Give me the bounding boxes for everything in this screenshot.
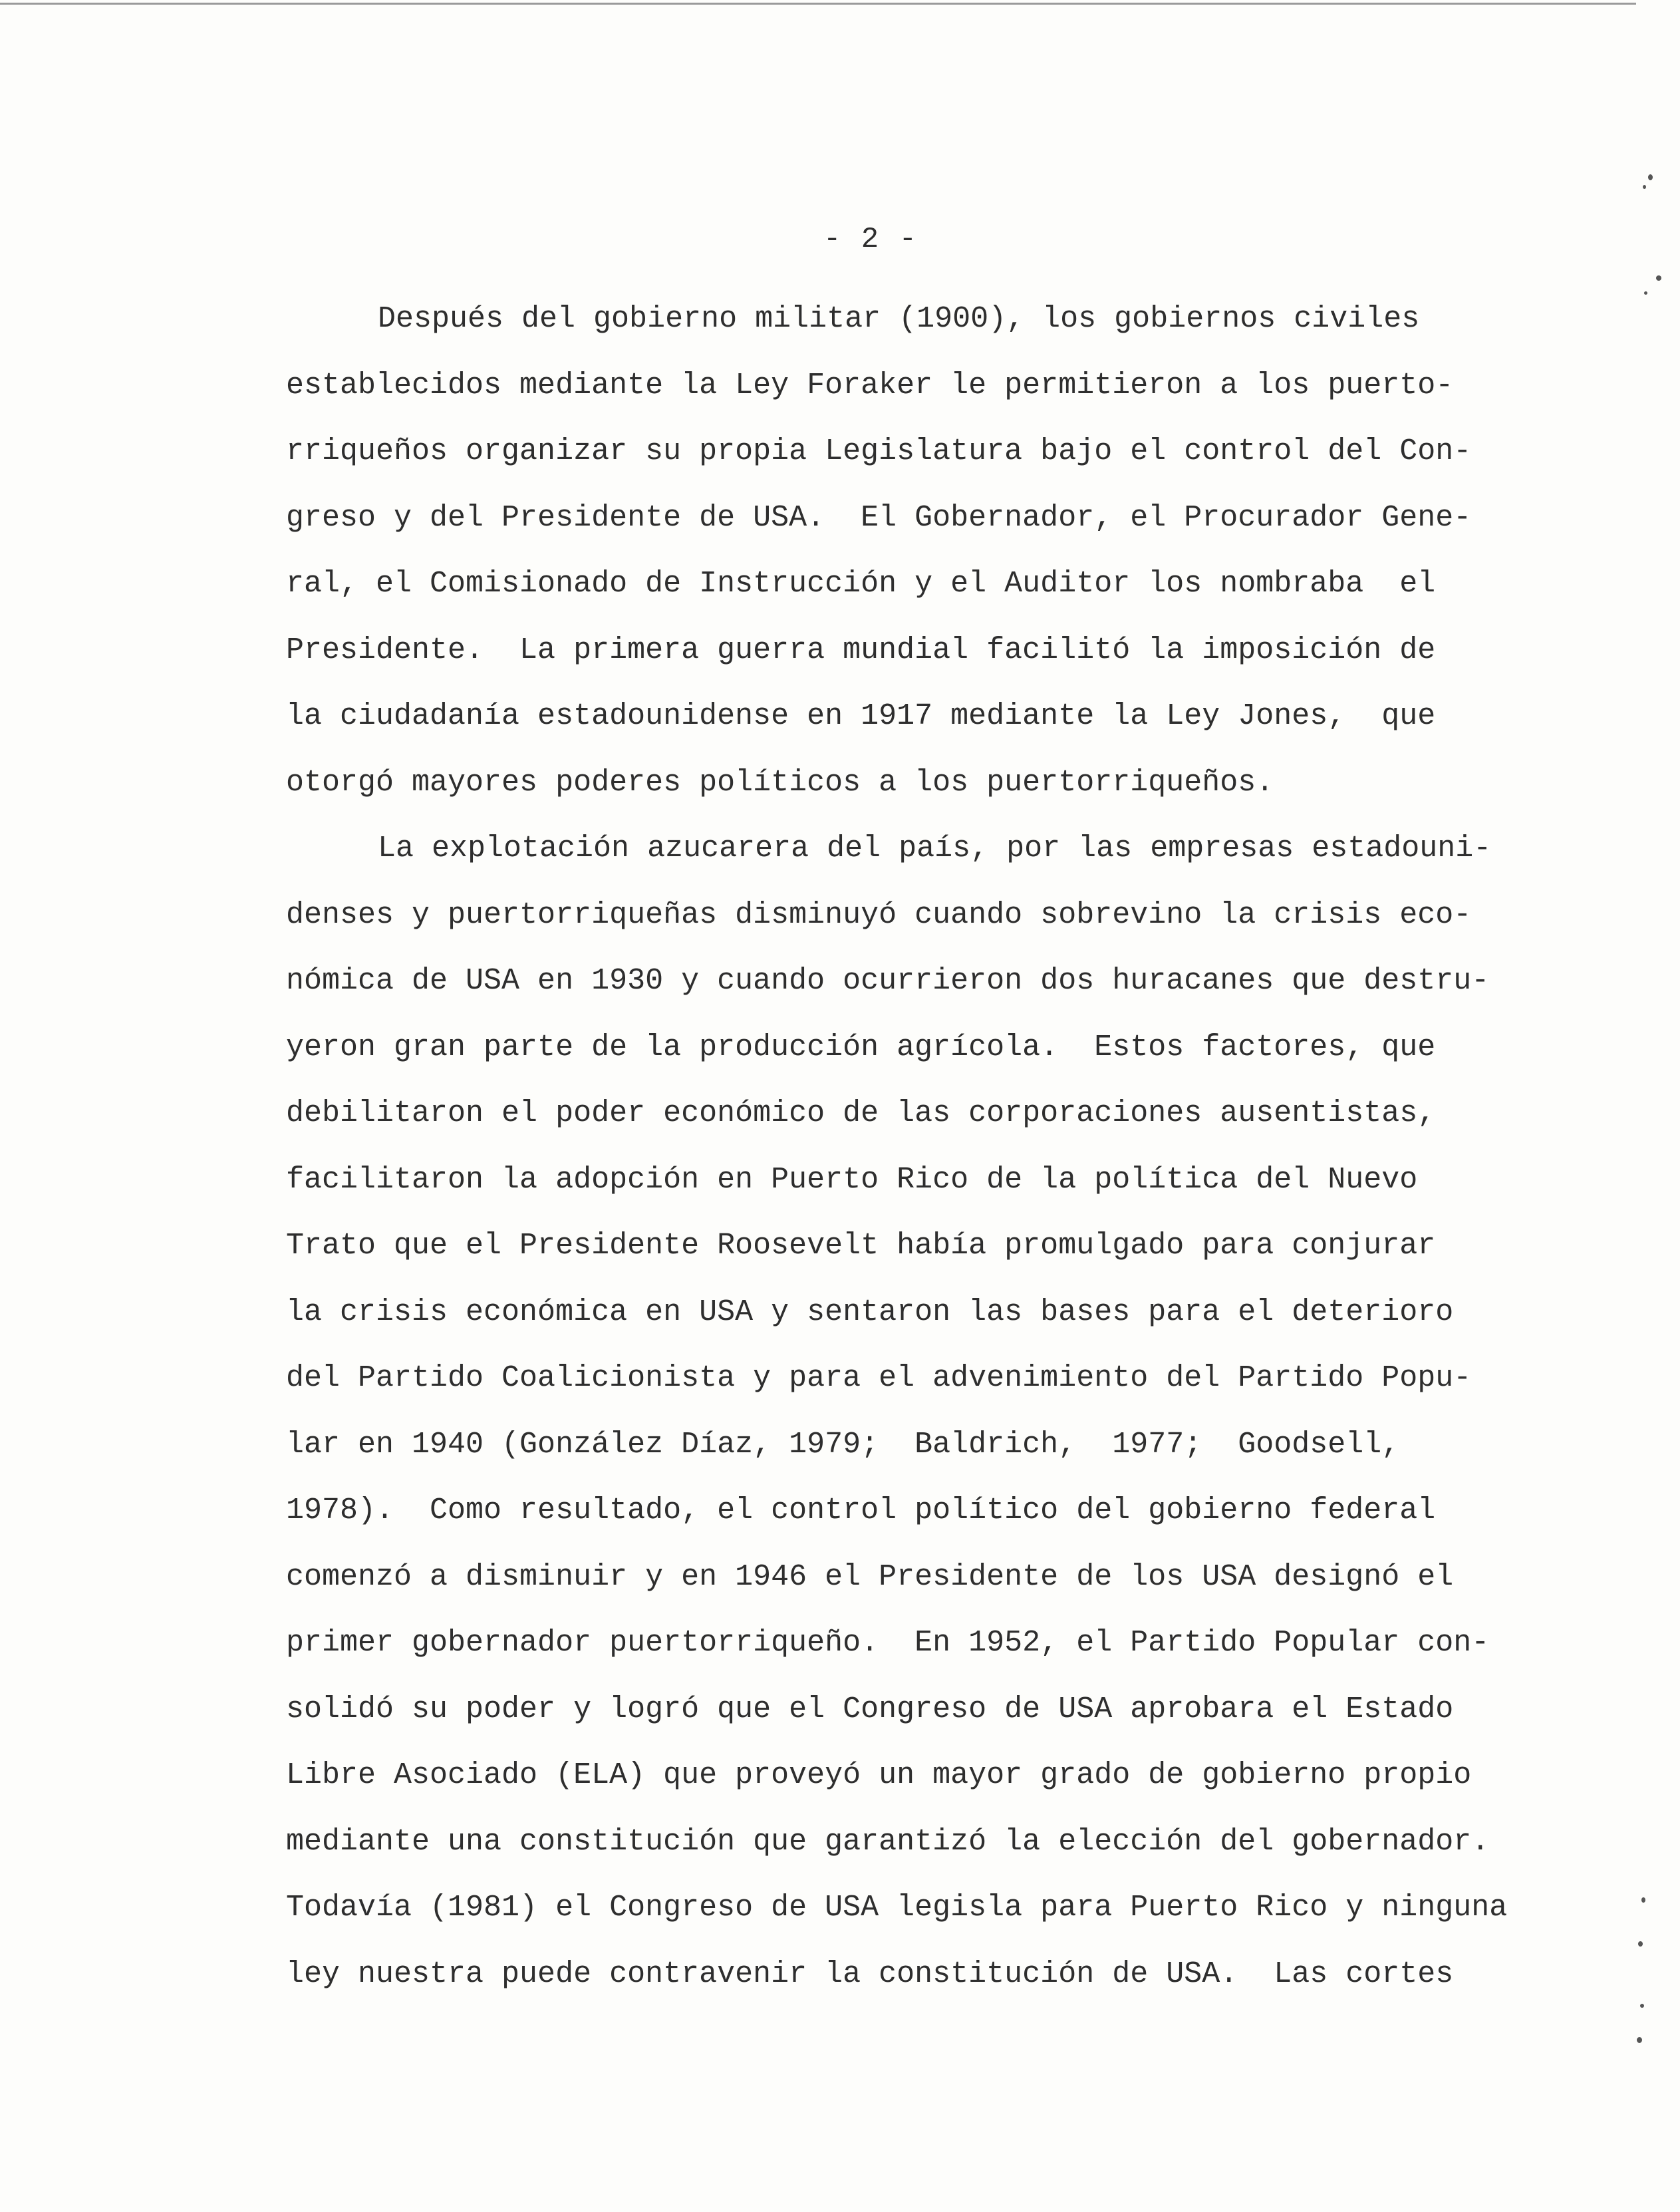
text-line: Libre Asociado (ELA) que proveyó un mayor grado de gobierno propio xyxy=(286,1758,1472,1792)
text-line: mediante una constitución que garantizó la elección del gobernador. xyxy=(286,1824,1490,1859)
text-line: Trato que el Presidente Roosevelt había promulgado para conjurar xyxy=(286,1229,1436,1263)
text-line: lar en 1940 (González Díaz, 1979; Baldrich, 1977; Goodsell, xyxy=(286,1427,1400,1462)
text-line: Todavía (1981) el Congreso de USA legisla para Puerto Rico y ninguna xyxy=(286,1891,1508,1925)
text-line: primer gobernador puertorriqueño. En 1952, el Partido Popular con- xyxy=(286,1626,1490,1660)
scan-speck xyxy=(1656,275,1661,281)
text-line: denses y puertorriqueñas disminuyó cuando sobrevino la crisis eco- xyxy=(286,897,1472,932)
scan-speck xyxy=(1640,2004,1644,2008)
text-line-paragraph-1-start: Después del gobierno militar (1900), los gobiernos civiles xyxy=(378,302,1420,336)
text-line: otorgó mayores poderes políticos a los puertorriqueños. xyxy=(286,765,1274,800)
text-line: ral, el Comisionado de Instrucción y el Auditor los nombraba el xyxy=(286,567,1436,601)
scan-speck xyxy=(1648,174,1653,180)
text-line: yeron gran parte de la producción agrícola. Estos factores, que xyxy=(286,1030,1436,1064)
text-line: facilitaron la adopción en Puerto Rico de la política del Nuevo xyxy=(286,1162,1418,1197)
scan-speck xyxy=(1637,2037,1642,2043)
text-line: ley nuestra puede contravenir la constitución de USA. Las cortes xyxy=(286,1957,1454,1991)
scan-speck xyxy=(1644,291,1647,295)
text-line: del Partido Coalicionista y para el advenimiento del Partido Popu- xyxy=(286,1361,1472,1395)
scan-speck xyxy=(1643,185,1646,189)
text-line: 1978). Como resultado, el control político del gobierno federal xyxy=(286,1494,1436,1527)
text-line: comenzó a disminuir y en 1946 el Presidente de los USA designó el xyxy=(286,1559,1454,1594)
page-number: - 2 - xyxy=(823,223,918,256)
scan-speck xyxy=(1638,1941,1643,1947)
body-text xyxy=(286,286,1550,2007)
text-line: establecidos mediante la Ley Foraker le permitieron a los puerto- xyxy=(286,368,1454,402)
scan-speck xyxy=(1641,1897,1645,1903)
text-line-paragraph-2-start: La explotación azucarera del país, por las empresas estadouni- xyxy=(378,832,1492,866)
text-line: rriqueños organizar su propia Legislatura bajo el control del Con- xyxy=(286,434,1472,468)
top-edge-rule xyxy=(0,3,1636,5)
text-line: solidó su poder y logró que el Congreso de USA aprobara el Estado xyxy=(286,1692,1454,1726)
text-line: Presidente. La primera guerra mundial facilitó la imposición de xyxy=(286,633,1436,667)
text-line: debilitaron el poder económico de las corporaciones ausentistas, xyxy=(286,1096,1436,1130)
text-line: la ciudadanía estadounidense en 1917 mediante la Ley Jones, que xyxy=(286,699,1436,733)
text-line: greso y del Presidente de USA. El Gobernador, el Procurador Gene- xyxy=(286,500,1472,535)
text-line: la crisis económica en USA y sentaron las bases para el deterioro xyxy=(286,1295,1454,1329)
text-line: nómica de USA en 1930 y cuando ocurrieron dos huracanes que destru- xyxy=(286,964,1490,998)
